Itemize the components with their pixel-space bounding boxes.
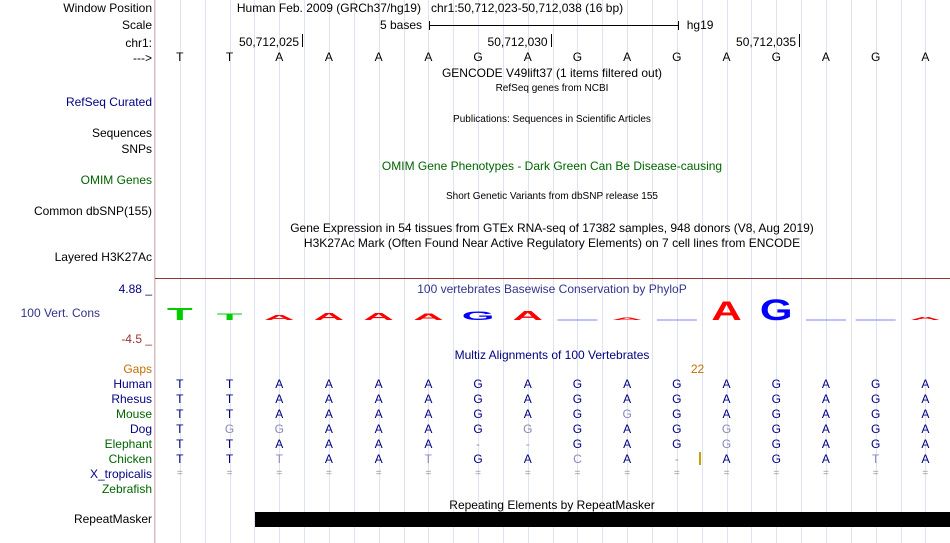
- alignment-base: =: [475, 468, 481, 479]
- alignment-base: G: [870, 392, 881, 406]
- alignment-base: G: [572, 392, 583, 406]
- scale-bar-label: 5 bases: [380, 18, 423, 32]
- alignment-base: G: [771, 422, 781, 436]
- gridline: [751, 0, 752, 543]
- alignment-base: C: [573, 452, 582, 466]
- conservation-letter: T: [216, 312, 243, 323]
- conservation-letter: A: [363, 310, 394, 323]
- alignment-base: T: [176, 407, 184, 421]
- gridline: [652, 0, 653, 543]
- alignment-base: =: [276, 468, 283, 479]
- alignment-base: A: [275, 392, 284, 406]
- track-label-snps[interactable]: SNPs: [121, 142, 152, 156]
- alignment-base: A: [324, 377, 333, 391]
- ruler-tick-mark: [302, 34, 303, 47]
- gridline: [702, 0, 703, 543]
- sequences-track-description: Publications: Sequences in Scientific Articles: [453, 114, 651, 125]
- track-label-gaps[interactable]: Gaps: [123, 362, 152, 376]
- alignment-base: =: [872, 468, 879, 479]
- ruler-tick-mark: [551, 34, 552, 47]
- alignment-base: G: [672, 422, 682, 436]
- alignment-base: =: [375, 468, 382, 479]
- alignment-base: A: [921, 422, 930, 436]
- alignment-base: A: [921, 407, 930, 421]
- gtex-track-title[interactable]: Gene Expression in 54 tissues from GTEx RNA-seq of 17382 samples, 948 donors (V8, Aug 2019): [290, 221, 814, 235]
- alignment-base: =: [823, 468, 829, 479]
- alignment-base: =: [425, 468, 432, 479]
- alignment-base: G: [870, 407, 881, 421]
- alignment-base: A: [821, 437, 830, 451]
- phylop-track-title[interactable]: 100 vertebrates Basewise Conservation by PhyloP: [417, 282, 687, 296]
- alignment-base: A: [374, 437, 383, 451]
- alignment-base: T: [424, 452, 433, 466]
- alignment-base: A: [821, 422, 830, 436]
- alignment-base: G: [572, 422, 583, 436]
- alignment-base: -: [525, 437, 530, 451]
- alignment-base: A: [523, 392, 532, 406]
- sequence-base: T: [225, 50, 234, 64]
- alignment-base: A: [821, 407, 830, 421]
- alignment-base: G: [771, 407, 781, 421]
- alignment-base: A: [324, 437, 333, 451]
- species-label-mouse[interactable]: Mouse: [115, 407, 152, 421]
- alignment-base: A: [374, 452, 383, 466]
- track-label-omim[interactable]: OMIM Genes: [80, 173, 152, 187]
- species-label-chicken[interactable]: Chicken: [108, 452, 152, 466]
- insertion-marker: [699, 452, 701, 465]
- species-label-elephant[interactable]: Elephant: [104, 437, 152, 451]
- alignment-base: A: [921, 392, 930, 406]
- conservation-letter: A: [413, 312, 444, 323]
- track-label-h3k27ac[interactable]: Layered H3K27Ac: [54, 250, 152, 264]
- gencode-track-title[interactable]: GENCODE V49lift37 (1 items filtered out): [441, 66, 663, 80]
- alignment-base: A: [424, 407, 433, 421]
- alignment-base: A: [921, 452, 930, 466]
- sequence-base: A: [374, 50, 383, 64]
- gridline: [304, 0, 305, 543]
- gridline: [254, 0, 255, 543]
- alignment-base: A: [324, 422, 333, 436]
- scale-bar: [380, 18, 713, 32]
- alignment-base: G: [572, 407, 583, 421]
- track-display-area[interactable]: [155, 0, 950, 543]
- alignment-base: G: [672, 437, 682, 451]
- alignment-base: G: [721, 422, 732, 436]
- dbsnp-track-description: Short Genetic Variants from dbSNP release 155: [446, 191, 658, 202]
- alignment-base: T: [275, 452, 283, 466]
- conservation-letter: A: [264, 313, 295, 322]
- alignment-base: T: [225, 407, 234, 421]
- conservation-letter: A: [611, 316, 643, 321]
- ruler-tick-label: 50,712,025: [239, 35, 300, 49]
- alignment-base: G: [672, 392, 682, 406]
- multiz-track-title[interactable]: Multiz Alignments of 100 Vertebrates: [454, 348, 650, 362]
- alignment-base: =: [226, 468, 233, 479]
- alignment-base: A: [374, 392, 383, 406]
- gridline: [901, 0, 902, 543]
- alignment-base: T: [176, 437, 184, 451]
- sequence-base: G: [473, 50, 483, 64]
- ruler-tick-mark: [799, 34, 800, 47]
- sequence-base: A: [275, 50, 284, 64]
- conservation-letter: A: [313, 310, 345, 323]
- alignment-base: A: [821, 377, 830, 391]
- conservation-letter: A: [910, 316, 941, 322]
- alignment-base: A: [374, 377, 383, 391]
- alignment-base: A: [722, 407, 731, 421]
- alignment-base: -: [674, 452, 679, 466]
- omim-track-title[interactable]: OMIM Gene Phenotypes - Dark Green Can Be Disease-causing: [381, 159, 723, 173]
- scale-label: Scale: [121, 18, 152, 32]
- alignment-base: T: [176, 392, 184, 406]
- alignment-base: A: [275, 377, 284, 391]
- alignment-base: G: [274, 422, 284, 436]
- alignment-base: A: [623, 437, 632, 451]
- alignment-base: A: [275, 437, 284, 451]
- alignment-base: A: [623, 377, 632, 391]
- alignment-base: -: [476, 437, 481, 451]
- assembly-name: Human Feb. 2009 (GRCh37/hg19): [236, 1, 421, 15]
- assembly-title: [237, 1, 623, 15]
- gridline: [851, 0, 852, 543]
- alignment-base: G: [523, 422, 533, 436]
- alignment-base: A: [821, 392, 830, 406]
- ruler-tick-label: 50,712,030: [487, 35, 548, 49]
- conservation-letter: A: [512, 308, 543, 323]
- alignment-base: A: [623, 422, 632, 436]
- sequence-base: A: [324, 50, 333, 64]
- conservation-logo: [155, 296, 950, 326]
- alignment-base: =: [723, 468, 730, 479]
- species-label-x_tropicalis[interactable]: X_tropicalis: [89, 467, 152, 481]
- alignment-base: =: [624, 468, 631, 479]
- alignment-base: =: [524, 468, 531, 479]
- alignment-base: A: [424, 392, 433, 406]
- gridline: [155, 0, 156, 543]
- alignment-base: G: [721, 437, 732, 451]
- track-label-100-vert-cons[interactable]: 100 Vert. Cons: [20, 306, 100, 320]
- alignment-base: A: [424, 377, 433, 391]
- sequence-base: G: [771, 50, 781, 64]
- strand-arrow-label[interactable]: --->: [133, 51, 152, 65]
- track-label-sequences[interactable]: Sequences: [91, 126, 152, 140]
- alignment-base: G: [771, 437, 781, 451]
- alignment-base: =: [326, 468, 332, 479]
- alignment-base: A: [424, 422, 433, 436]
- alignment-base: A: [722, 377, 731, 391]
- alignment-base: G: [672, 377, 682, 391]
- alignment-base: A: [374, 407, 383, 421]
- alignment-base: A: [523, 407, 532, 421]
- sequence-base: G: [870, 50, 881, 64]
- gap-count: 22: [690, 362, 705, 376]
- alignment-base: T: [176, 452, 184, 466]
- gridline: [404, 0, 405, 543]
- scale-bar-line: [429, 21, 679, 30]
- repeat-element-bar[interactable]: [255, 512, 950, 527]
- conservation-letter: T: [167, 304, 193, 324]
- sequence-base: A: [424, 50, 433, 64]
- track-label-repeatmasker[interactable]: RepeatMasker: [73, 512, 152, 526]
- alignment-base: G: [771, 392, 781, 406]
- alignment-base: =: [673, 468, 680, 479]
- alignment-base: G: [771, 452, 781, 466]
- cons-min-value: -4.5 _: [121, 332, 152, 346]
- alignment-base: =: [574, 468, 581, 479]
- alignment-base: G: [771, 377, 781, 391]
- alignment-base: A: [921, 437, 930, 451]
- conservation-letter: A: [711, 296, 742, 326]
- repeatmasker-track-title[interactable]: Repeating Elements by RepeatMasker: [449, 498, 655, 512]
- alignment-base: G: [870, 422, 881, 436]
- scale-bar-db: hg19: [686, 18, 714, 32]
- sequence-base: A: [623, 50, 632, 64]
- ruler-tick-label: 50,712,035: [736, 35, 797, 49]
- alignment-base: T: [225, 437, 234, 451]
- alignment-base: A: [324, 392, 333, 406]
- alignment-base: A: [523, 452, 532, 466]
- alignment-base: A: [921, 377, 930, 391]
- window-position-value: chr1:50,712,023-50,712,038 (16 bp): [430, 1, 624, 15]
- species-label-zebrafish[interactable]: Zebrafish: [101, 482, 152, 496]
- alignment-base: T: [225, 377, 234, 391]
- sequence-base: G: [672, 50, 682, 64]
- alignment-base: T: [176, 422, 184, 436]
- sequence-base: A: [921, 50, 930, 64]
- species-label-rhesus[interactable]: Rhesus: [111, 392, 152, 406]
- alignment-base: A: [324, 407, 333, 421]
- alignment-base: G: [672, 407, 682, 421]
- species-label-human[interactable]: Human: [113, 377, 152, 391]
- track-labels-column: [0, 0, 154, 543]
- alignment-base: T: [225, 392, 234, 406]
- gridline: [205, 0, 206, 543]
- conservation-letter: G: [759, 296, 793, 326]
- refseq-track-description: RefSeq genes from NCBI: [495, 83, 609, 94]
- sequence-base: G: [572, 50, 583, 64]
- h3k27ac-track-title[interactable]: H3K27Ac Mark (Often Found Near Active Regulatory Elements) on 7 cell lines from ENCODE: [303, 236, 801, 250]
- alignment-base: A: [623, 392, 632, 406]
- alignment-base: A: [523, 377, 532, 391]
- conservation-top-line: [155, 278, 950, 279]
- gridline: [801, 0, 802, 543]
- alignment-base: G: [622, 407, 632, 421]
- alignment-base: A: [374, 422, 383, 436]
- alignment-base: T: [176, 377, 184, 391]
- alignment-base: G: [572, 377, 583, 391]
- alignment-base: =: [922, 468, 929, 479]
- sequence-base: A: [523, 50, 532, 64]
- alignment-base: G: [870, 377, 881, 391]
- alignment-base: A: [324, 452, 333, 466]
- alignment-base: G: [572, 437, 583, 451]
- chrom-label: chr1:: [125, 36, 152, 50]
- alignment-base: A: [722, 452, 731, 466]
- alignment-base: =: [176, 468, 183, 479]
- gridline: [354, 0, 355, 543]
- gridline: [453, 0, 454, 543]
- alignment-base: A: [424, 437, 433, 451]
- alignment-base: G: [473, 377, 483, 391]
- track-label-dbsnp[interactable]: Common dbSNP(155): [33, 204, 152, 218]
- alignment-base: G: [473, 392, 483, 406]
- species-label-dog[interactable]: Dog: [129, 422, 152, 436]
- sequence-base: T: [176, 50, 184, 64]
- alignment-base: G: [473, 422, 483, 436]
- alignment-base: T: [225, 452, 234, 466]
- window-position-label: Window Position: [63, 1, 152, 15]
- alignment-base: G: [473, 407, 483, 421]
- alignment-base: G: [870, 437, 881, 451]
- alignment-base: =: [773, 468, 780, 479]
- alignment-base: A: [275, 407, 284, 421]
- alignment-base: A: [623, 452, 632, 466]
- cons-max-value: 4.88 _: [118, 282, 152, 296]
- alignment-base: A: [821, 452, 830, 466]
- conservation-letter: G: [461, 309, 495, 323]
- track-label-refseq[interactable]: RefSeq Curated: [65, 95, 152, 109]
- sequence-base: A: [821, 50, 830, 64]
- alignment-base: G: [224, 422, 235, 436]
- alignment-base: G: [473, 452, 483, 466]
- sequence-base: A: [722, 50, 731, 64]
- alignment-base: A: [722, 392, 731, 406]
- alignment-base: T: [871, 452, 880, 466]
